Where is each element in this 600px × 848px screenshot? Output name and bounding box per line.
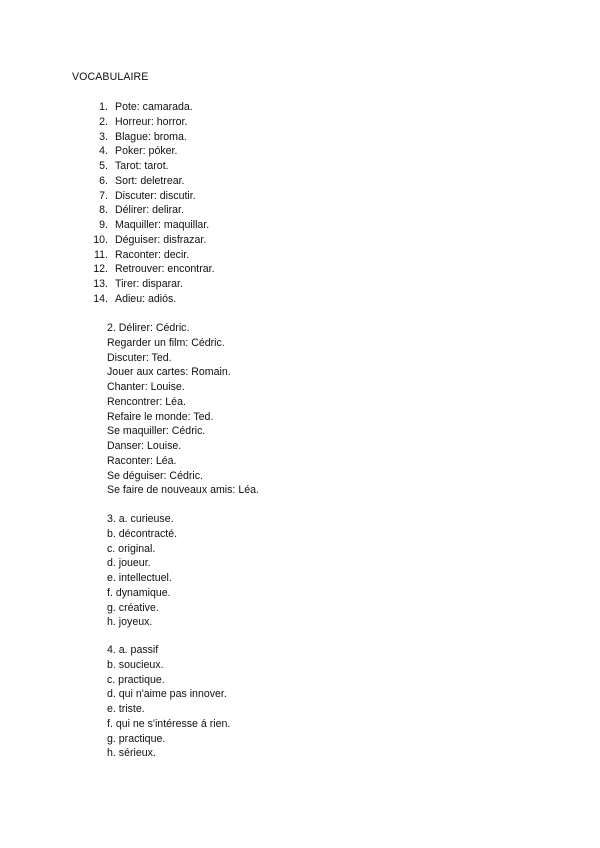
- answer-line: c. practique.: [107, 673, 165, 686]
- answer-line: 4. a. passif: [107, 644, 159, 656]
- item-text: Délirer: delirar.: [115, 204, 184, 217]
- exercise-4-answers: [107, 643, 230, 761]
- list-item: [72, 100, 215, 115]
- item-text: Retrouver: encontrar.: [115, 263, 215, 276]
- answer-line: g. créative.: [107, 601, 159, 614]
- item-text: Déguiser: disfrazar.: [115, 233, 207, 246]
- list-item: [72, 144, 215, 159]
- item-number: 12.: [93, 263, 108, 276]
- item-number: 2.: [99, 115, 108, 128]
- item-text: Poker: póker.: [115, 145, 178, 158]
- answer-line: d. qui n'aime pas innover.: [107, 688, 227, 701]
- item-number: 11.: [94, 248, 108, 261]
- answer-line: Raconter: Léa.: [107, 454, 177, 467]
- item-number: 14.: [93, 292, 108, 305]
- exercise-3-answers: [107, 512, 177, 630]
- answer-line: c. original.: [107, 542, 156, 555]
- answer-line: Chanter: Louise.: [107, 381, 185, 393]
- page-title: VOCABULAIRE: [72, 71, 149, 83]
- item-number: 9.: [99, 219, 108, 231]
- list-item: [72, 174, 215, 189]
- item-number: 6.: [99, 174, 108, 187]
- item-text: Tarot: tarot.: [115, 160, 169, 172]
- answer-line: Danser: Louise.: [107, 440, 182, 452]
- item-text: Discuter: discutir.: [115, 189, 196, 202]
- answer-line: 3. a. curieuse.: [107, 513, 174, 525]
- list-item: [72, 189, 215, 204]
- item-number: 10.: [93, 233, 108, 246]
- item-number: 1.: [99, 101, 108, 113]
- answer-line: Discuter: Ted.: [107, 351, 172, 364]
- list-item: [72, 115, 215, 130]
- answer-line: b. décontracté.: [107, 527, 178, 540]
- answer-line: f. dynamique.: [107, 586, 171, 599]
- item-text: Horreur: horror.: [115, 115, 188, 128]
- item-number: 7.: [99, 189, 108, 202]
- answer-line: Regarder un film: Cédric.: [107, 336, 225, 349]
- exercise-2-answers: [107, 321, 259, 498]
- answer-line: h. sérieux.: [107, 747, 156, 760]
- item-number: 13.: [93, 278, 108, 290]
- item-text: Maquiller: maquillar.: [115, 219, 210, 231]
- vocabulary-list: [72, 100, 215, 307]
- list-item: [72, 248, 215, 263]
- item-number: 3.: [99, 130, 108, 143]
- answer-line: e. intellectuel.: [107, 572, 172, 584]
- answer-line: h. joyeux.: [107, 616, 153, 629]
- answer-line: 2. Délirer: Cédric.: [107, 322, 190, 334]
- answer-line: Se faire de nouveaux amis: Léa.: [107, 484, 259, 497]
- answer-line: Refaire le monde: Ted.: [107, 410, 214, 423]
- item-number: 5.: [99, 160, 108, 172]
- item-text: Raconter: decir.: [115, 248, 190, 261]
- answer-line: b. soucieux.: [107, 658, 164, 671]
- item-text: Adieu: adiós.: [115, 292, 177, 305]
- answer-line: Se déguiser: Cédric.: [107, 469, 203, 482]
- item-text: Sort: deletrear.: [115, 174, 185, 187]
- list-item: [72, 203, 215, 218]
- answer-line: Rencontrer: Léa.: [107, 395, 186, 408]
- answer-line: d. joueur.: [107, 557, 151, 570]
- list-item: [72, 262, 215, 277]
- answer-line: e. triste.: [107, 703, 145, 715]
- item-text: Tirer: disparar.: [115, 278, 183, 290]
- answer-line: g. practique.: [107, 732, 166, 745]
- answer-line: Jouer aux cartes: Romain.: [107, 366, 231, 379]
- item-number: 4.: [99, 145, 108, 158]
- list-item: [72, 130, 215, 145]
- answer-line: Se maquiller: Cédric.: [107, 425, 206, 438]
- answer-line: f. qui ne s'intéresse á rien.: [107, 717, 231, 730]
- list-item: [72, 233, 215, 248]
- list-item: [72, 218, 215, 233]
- item-text: Blague: broma.: [115, 130, 187, 143]
- item-number: 8.: [99, 204, 108, 217]
- item-text: Pote: camarada.: [115, 101, 193, 113]
- list-item: [72, 159, 215, 174]
- list-item: [72, 292, 215, 307]
- list-item: [72, 277, 215, 292]
